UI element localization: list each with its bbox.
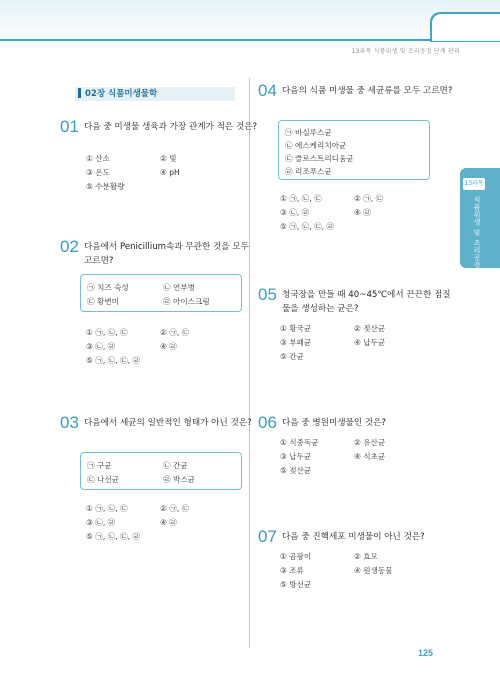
chapter-bar	[78, 88, 81, 98]
option: ⑤ 젖산균	[280, 466, 312, 475]
option: ③ ㉡, ㉣	[86, 518, 116, 527]
option: ② ㉠, ㉢	[160, 328, 190, 337]
question-number: 06	[258, 413, 277, 432]
option: ① 산소	[86, 154, 110, 163]
option: ③ 납두균	[280, 452, 312, 461]
question-text: 다음 중 미생물 생육과 가장 관계가 적은 것은?	[84, 122, 258, 132]
option: ⑤ ㉠, ㉡, ㉢, ㉣	[86, 532, 141, 541]
chapter-heading	[75, 87, 235, 101]
option: ④ 납두균	[354, 338, 386, 347]
question-text: 다음의 식품 미생물 중 세균류를 모두 고르면?	[282, 86, 453, 96]
option: ③ ㉡, ㉣	[86, 342, 116, 351]
option: ② 젖산균	[354, 324, 386, 333]
option: ① 식중독균	[280, 438, 319, 447]
option: ① ㉠, ㉡, ㉢	[86, 504, 128, 513]
box-item: ㉡ 연부병	[163, 283, 196, 292]
option: ② 유산균	[354, 438, 386, 447]
choice-box	[80, 452, 242, 490]
box-item: ㉣ 아이스크림	[163, 297, 210, 306]
option: ② ㉠, ㉢	[354, 194, 384, 203]
box-item: ㉢ 황변미	[87, 297, 120, 306]
side-tab-title: 식품위생 및 조리공정 단계 관리	[473, 196, 481, 305]
option: ① 곰팡이	[280, 552, 312, 561]
option: ⑤ ㉠, ㉡, ㉢, ㉣	[86, 356, 141, 365]
option: ⑤ 간균	[280, 352, 304, 361]
header-band	[0, 0, 500, 42]
option: ① ㉠, ㉡, ㉢	[280, 194, 322, 203]
option: ④ ㉣	[160, 342, 177, 351]
option: ④ ㉣	[354, 208, 371, 217]
header-rule	[0, 39, 500, 41]
running-title: 13과목 식품위생 및 조리공정 단계 관리	[351, 48, 460, 55]
header-tab-inner	[432, 14, 500, 41]
option: ③ 부패균	[280, 338, 312, 347]
option: ④ 원생동물	[354, 566, 393, 575]
box-item: ㉠ 구균	[87, 461, 112, 470]
column-divider	[249, 78, 250, 648]
question-number: 05	[258, 285, 277, 304]
option: ④ 식초균	[354, 452, 386, 461]
question-number: 04	[258, 81, 277, 100]
choice-box	[278, 120, 430, 180]
option: ③ 온도	[86, 168, 110, 177]
option: ⑤ 수분활량	[86, 182, 125, 191]
question-text: 다음에서 Penicillium속과 무관한 것을 모두 고르면?	[84, 242, 249, 266]
chapter-title: 02장 식품미생물학	[85, 89, 158, 99]
option: ① ㉠, ㉡, ㉢	[86, 328, 128, 337]
question-text: 다음 중 병원미생물인 것은?	[282, 418, 387, 428]
option: ⑤ ㉠, ㉡, ㉢, ㉣	[280, 222, 335, 231]
option: ③ ㉡, ㉣	[280, 208, 310, 217]
side-tab-chapter: 13과목	[463, 178, 485, 190]
option: ② ㉠, ㉢	[160, 504, 190, 513]
option: ③ 조류	[280, 566, 304, 575]
question-text: 청국장을 만들 때 40~45℃에서 끈끈한 점질물을 생성하는 균은?	[282, 290, 451, 314]
box-item: ㉣ 박스균	[163, 475, 196, 484]
option: ② 빛	[160, 154, 177, 163]
box-item: ㉢ 클로스트리디움균	[285, 154, 354, 163]
question-number: 01	[60, 117, 79, 136]
box-item: ㉢ 나선균	[87, 475, 120, 484]
option: ② 효모	[354, 552, 378, 561]
question-number: 02	[60, 237, 79, 256]
choice-box	[80, 274, 242, 312]
question-text: 다음 중 진핵세포 미생물이 아닌 것은?	[282, 532, 425, 542]
option: ⑤ 방선균	[280, 580, 312, 589]
box-item: ㉠ 치즈 숙성	[87, 283, 129, 292]
page-number: 125	[418, 648, 434, 658]
option: ④ ㉣	[160, 518, 177, 527]
box-item: ㉡ 간균	[163, 461, 188, 470]
question-number: 07	[258, 527, 277, 546]
question-number: 03	[60, 413, 79, 432]
option: ④ pH	[160, 168, 180, 177]
box-item: ㉡ 에스케리치아균	[285, 141, 347, 150]
box-item: ㉣ 리조푸스균	[285, 167, 332, 176]
question-text: 다음에서 세균의 일반적인 형태가 아닌 것은?	[84, 418, 252, 428]
option: ① 황국균	[280, 324, 312, 333]
box-item: ㉠ 바실루스균	[285, 128, 332, 137]
